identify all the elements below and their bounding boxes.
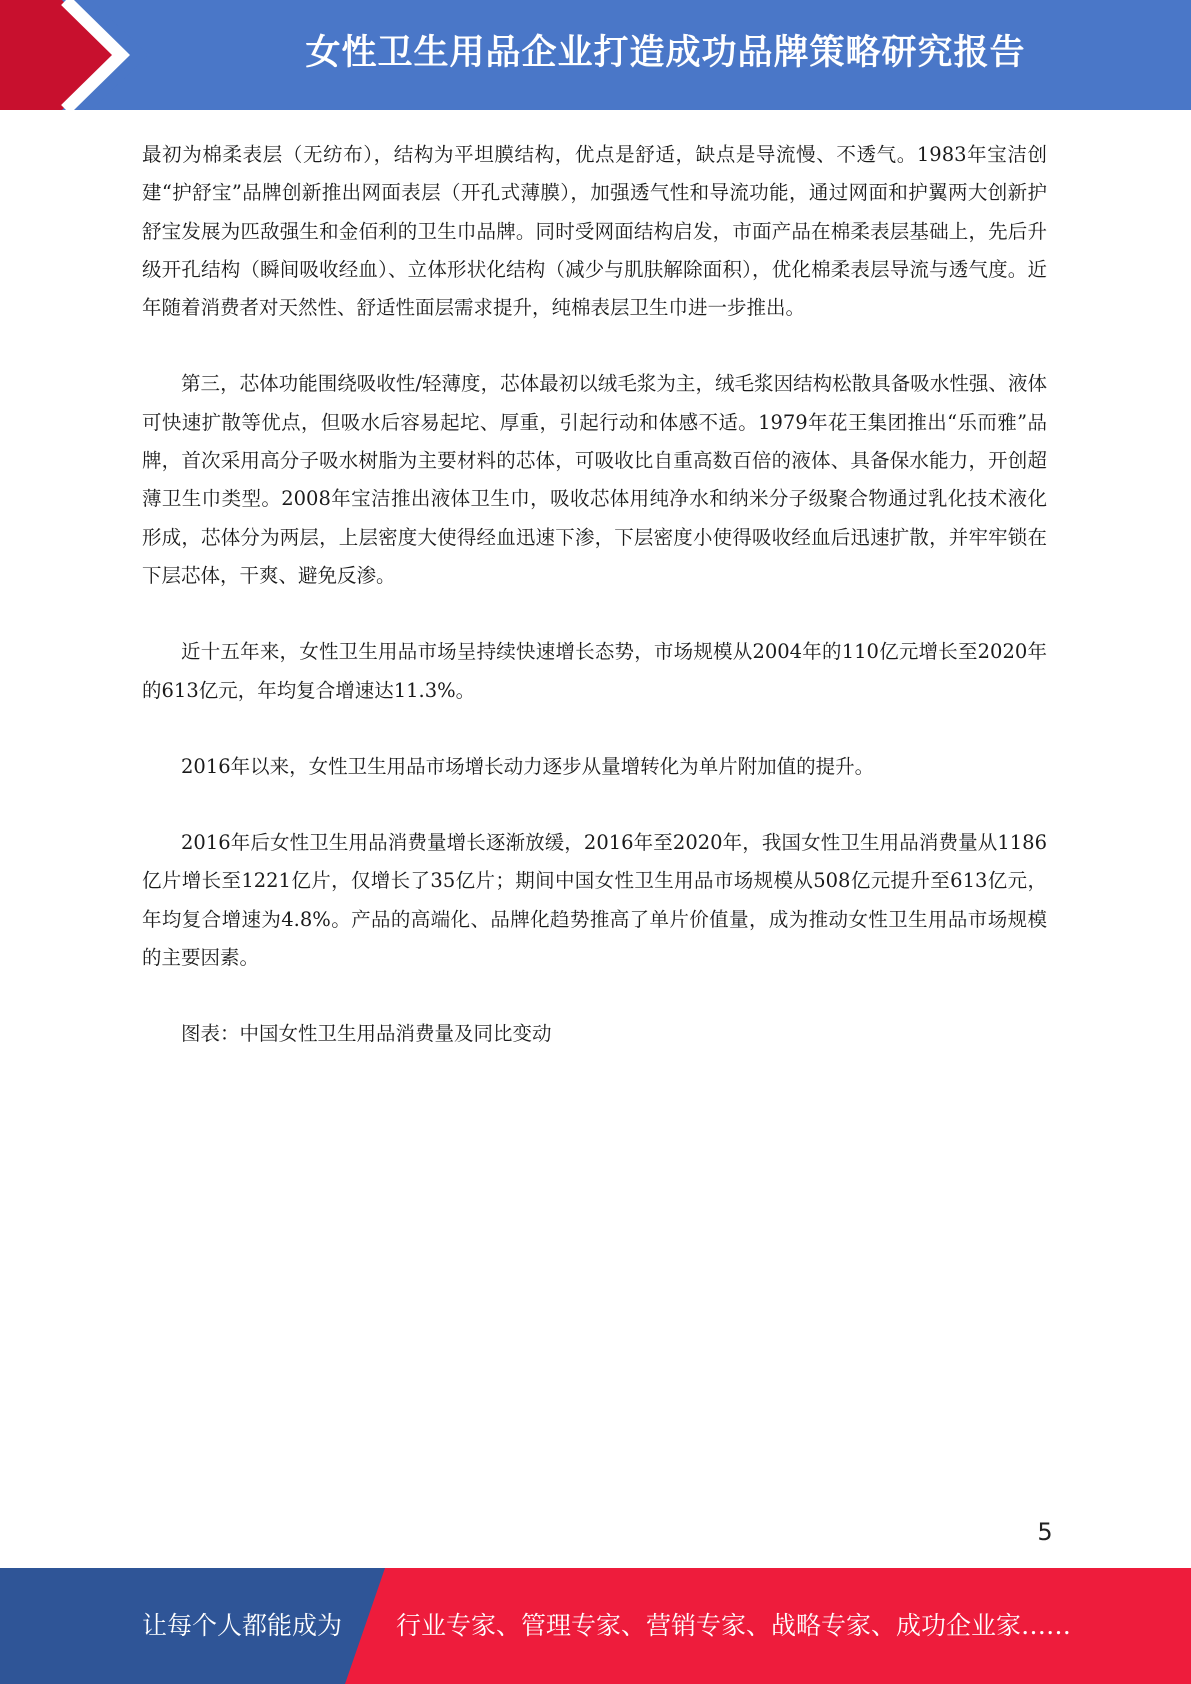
page-number: 5 [1037, 1518, 1053, 1546]
document-body [142, 136, 1047, 1073]
footer-slogan-right: 行业专家、管理专家、营销专家、战略专家、成功企业家…… [396, 1611, 1072, 1640]
paragraph: 第三，芯体功能围绕吸收性/轻薄度，芯体最初以绒毛浆为主，绒毛浆因结构松散具备吸水性强、液体可快速扩散等优点，但吸水后容易起坨、厚重，引起行动和体感不适。1979年花王集团推出“乐而雅”品牌，首次采用高分子吸水树脂为主要材料的芯体，可吸收比自重高数百倍的液体、具备保水能力，开创超薄卫生巾类型。2008年宝洁推出液体卫生巾，吸收芯体用纯净水和纳米分子级聚合物通过乳化技术液化形成，芯体分为两层，上层密度大使得经血迅速下渗，下层密度小使得吸收经血后迅速扩散，并牢牢锁在下层芯体，干爽、避免反渗。 [142, 372, 1047, 587]
paragraph: 2016年以来，女性卫生用品市场增长动力逐步从量增转化为单片附加值的提升。 [181, 754, 875, 778]
paragraph: 近十五年来，女性卫生用品市场呈持续快速增长态势，市场规模从2004年的110亿元增长至2020年的613亿元，年均复合增速达11.3%。 [142, 640, 1047, 702]
header-arrow-decoration [0, 0, 160, 110]
paragraph: 2016年后女性卫生用品消费量增长逐渐放缓，2016年至2020年，我国女性卫生用品消费量从1186亿片增长至1221亿片，仅增长了35亿片；期间中国女性卫生用品市场规模从508亿元提升至613亿元，年均复合增速为4.8%。产品的高端化、品牌化趋势推高了单片价值量，成为推动女性卫生用品市场规模的主要因素。 [142, 831, 1047, 970]
report-title: 女性卫生用品企业打造成功品牌策略研究报告 [305, 33, 1026, 73]
footer-slogan-left: 让每个人都能成为 [142, 1611, 343, 1640]
page-header [0, 0, 1191, 110]
page-footer [0, 1568, 1191, 1684]
paragraph: 最初为棉柔表层（无纺布），结构为平坦膜结构，优点是舒适，缺点是导流慢、不透气。1983年宝洁创建“护舒宝”品牌创新推出网面表层（开孔式薄膜），加强透气性和导流功能，通过网面和护翼两大创新护舒宝发展为匹敌强生和金佰利的卫生巾品牌。同时受网面结构启发，市面产品在棉柔表层基础上，先后升级开孔结构（瞬间吸收经血）、立体形状化结构（减少与肌肤解除面积），优化棉柔表层导流与透气度。近年随着消费者对天然性、舒适性面层需求提升，纯棉表层卫生巾进一步推出。 [142, 143, 1047, 320]
figure-caption: 图表：中国女性卫生用品消费量及同比变动 [181, 1022, 552, 1046]
